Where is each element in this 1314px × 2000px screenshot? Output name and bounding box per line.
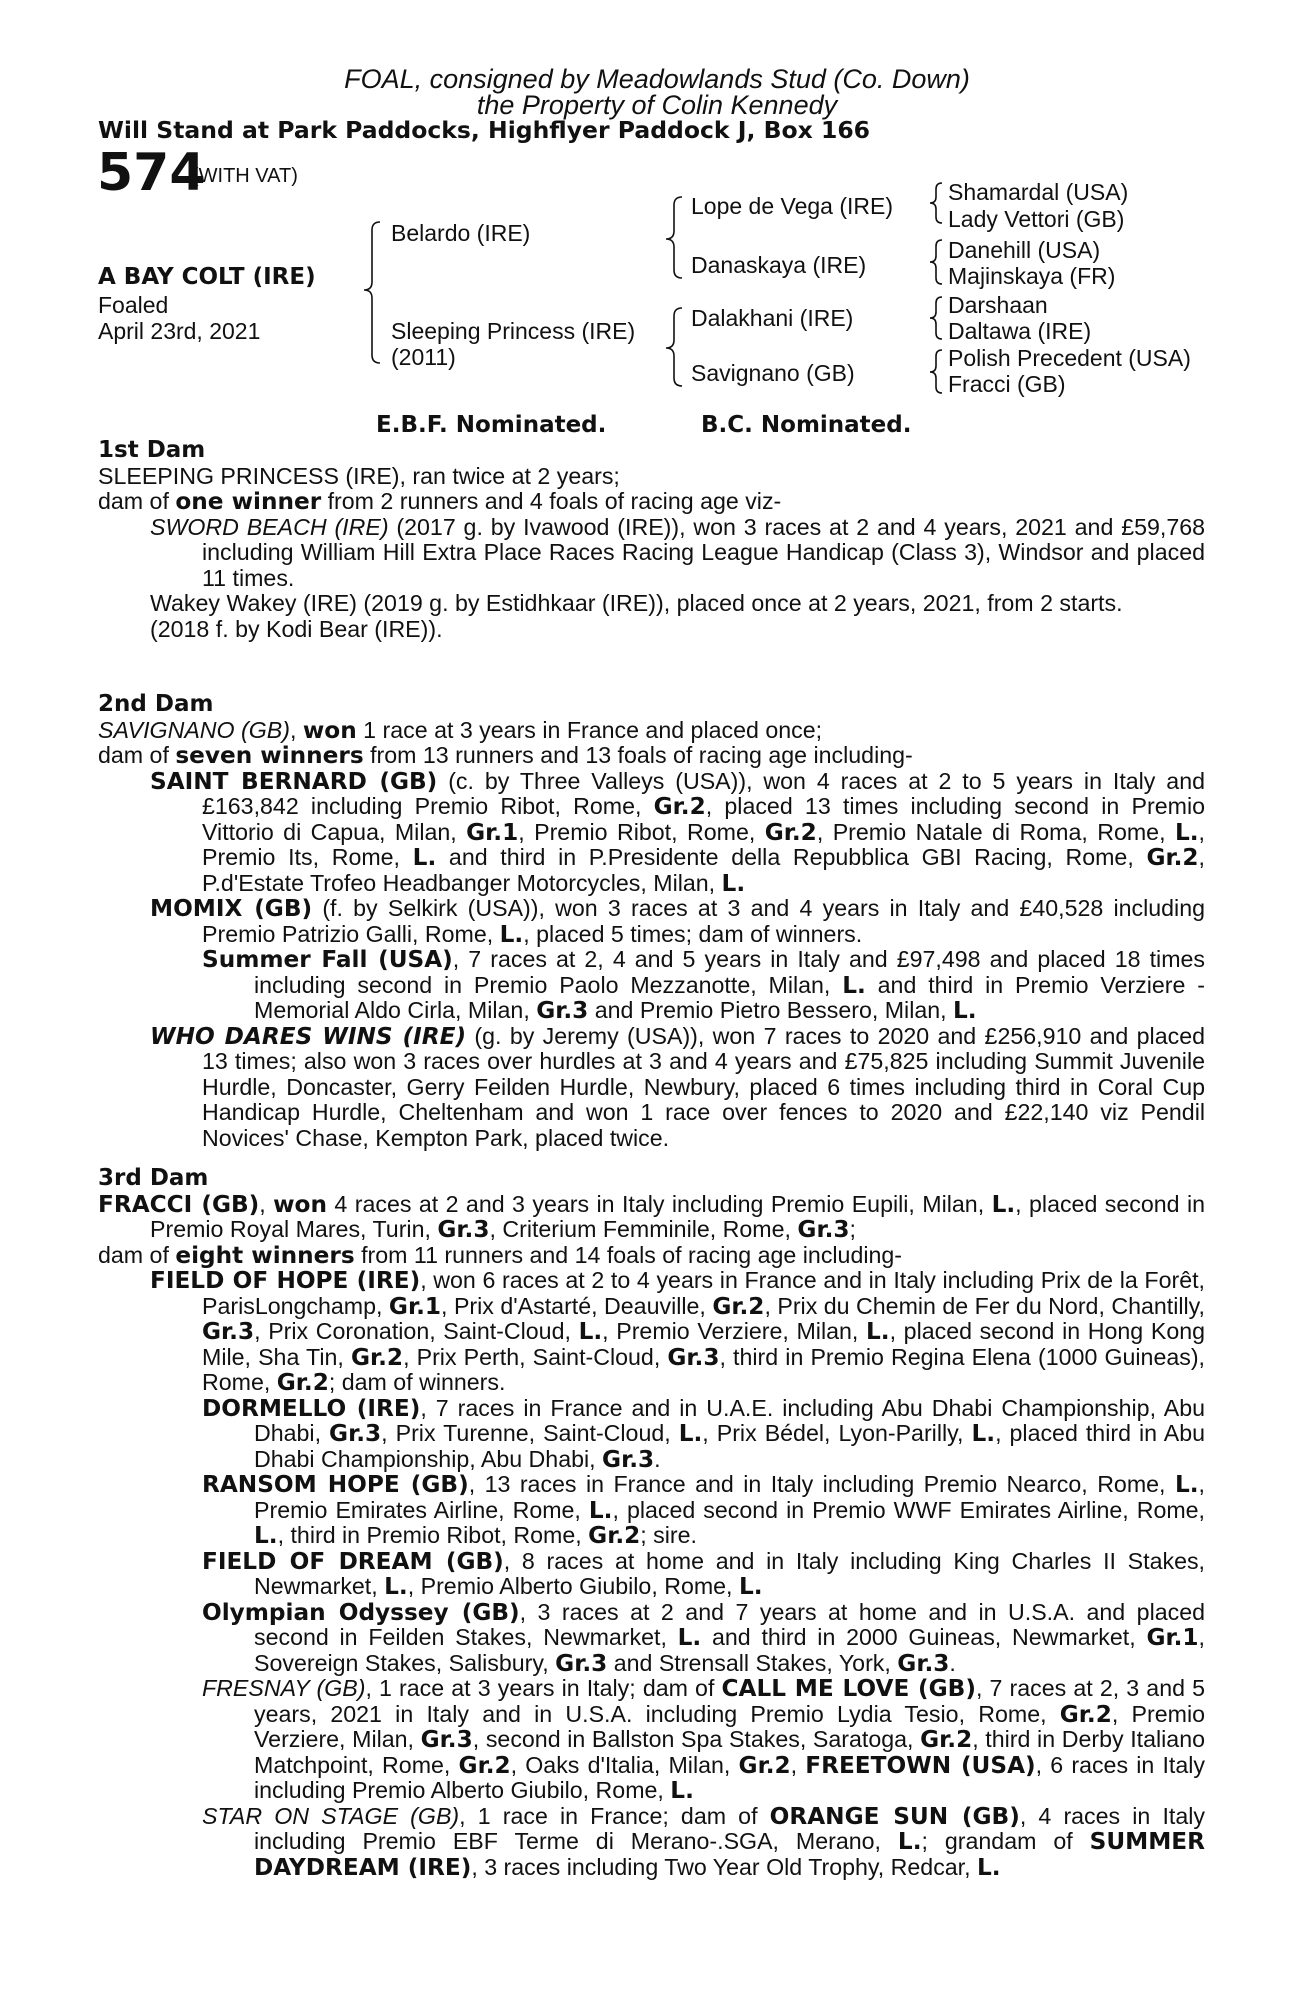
ssd: Lady Vettori (GB) [948,206,1125,232]
dam-sire: Dalakhani (IRE) [691,305,854,331]
produce-entry: SWORD BEACH (IRE) (2017 g. by Ivawood (IRE)), won 3 races at 2 and 4 years, 2021 and £59,768 including William Hill Extra Place Races Racing League Handicap (Class 3), Windsor and placed 11 times. [150,513,1206,591]
consignor-line: FOAL, consigned by Meadowlands Stud (Co. Down) [344,64,970,94]
second-dam-produce: dam of seven winners from 13 runners and 13 foals of racing age including- [98,742,913,769]
produce-entry: WHO DARES WINS (IRE) (g. by Jeremy (USA)), won 7 races to 2020 and £256,910 and placed 13 times; also won 3 races over hurdles at 3 and 4 years and £75,825 including Summit Juvenile Hurdle, Doncaster, Gerry Feilden Hurdle, Newbury, placed 6 times including third in Coral Cup Handicap Hurdle, Cheltenham and won 1 race over fences to 2020 and £22,140 viz Pendil Novices' Chase, Kempton Park, placed twice. [150,1022,1205,1151]
produce-entry: FRESNAY (GB), 1 race at 3 years in Italy; dam of CALL ME LOVE (GB), 7 races at 2, 3 and 5 years, 2021 in Italy and in U.S.A. including Premio Lydia Tesio, Rome, Gr.2, Premio Verziere, Milan, Gr.3, second in Ballston Spa Stakes, Saratoga, Gr.2, third in Derby Italiano Matchpoint, Rome, Gr.2, Oaks d'Italia, Milan, Gr.2, FREETOWN (USA), 6 races in Italy including Premio Alberto Giubilo, Rome, L. [202,1675,1206,1804]
third-dam-heading: 3rd Dam [98,1165,209,1191]
foaled-date: April 23rd, 2021 [98,318,261,344]
ddd: Fracci (GB) [948,371,1066,397]
third-dam-section [98,1166,1205,1880]
foaled-label: Foaled [98,292,169,318]
sds: Danehill (USA) [948,237,1101,263]
ebf-nomination: E.B.F. Nominated. [376,412,607,438]
produce-entry: STAR ON STAGE (GB), 1 race in France; dam of ORANGE SUN (GB), 4 races in Italy including Premio EBF Terme di Merano-.SGA, Merano, L.; grandam of SUMMER DAYDREAM (IRE), 3 races including Two Year Old Trophy, Redcar, L. [202,1802,1205,1881]
dds: Polish Precedent (USA) [948,345,1191,371]
produce-entry: DORMELLO (IRE), 7 races in France and in U.A.E. including Abu Dhabi Championship, Abu Dhabi, Gr.3, Prix Turenne, Saint-Cloud, L., Prix Bédel, Lyon-Parilly, L., placed third in Abu Dhabi Championship, Abu Dhabi, Gr.3. [202,1394,1206,1473]
lot-title: A BAY COLT (IRE) [98,264,316,290]
dsd: Daltawa (IRE) [948,318,1092,344]
produce-entry: RANSOM HOPE (GB), 13 races in France and in Italy including Premio Nearco, Rome, L., Premio Emirates Airline, Rome, L., placed second in Premio WWF Emirates Airline, Rome, L., third in Premio Ribot, Rome, Gr.2; sire. [202,1471,1205,1549]
produce-entry: (2018 f. by Kodi Bear (IRE)). [150,615,443,642]
sire: Belardo (IRE) [391,220,531,246]
second-dam-line: SAVIGNANO (GB), won 1 race at 3 years in France and placed once; [98,716,823,744]
produce-entry: Summer Fall (USA), 7 races at 2, 4 and 5 years in Italy and £97,498 and placed 18 times including second in Premio Paolo Mezzanotte, Milan, L. and third in Premio Verziere - Memorial Aldo Cirla, Milan, Gr.3 and Premio Pietro Bessero, Milan, L. [202,946,1205,1024]
first-dam-section [98,438,1205,642]
sire-dam: Danaskaya (IRE) [691,252,867,278]
produce-entry: Olympian Odyssey (GB), 3 races at 2 and 7 years at home and in U.S.A. and placed second in Feilden Stakes, Newmarket, L. and third in 2000 Guineas, Newmarket, Gr.1, Sovereign Stakes, Salisbury, Gr.3 and Strensall Stakes, York, Gr.3. [202,1598,1206,1677]
produce-entry: MOMIX (GB) (f. by Selkirk (USA)), won 3 races at 3 and 4 years in Italy and £40,528 including Premio Patrizio Galli, Rome, L., placed 5 times; dam of winners. [150,895,1206,948]
dam-dam: Savignano (GB) [691,360,855,386]
first-dam-line: SLEEPING PRINCESS (IRE), ran twice at 2 years; [98,462,620,489]
property-line: the Property of Colin Kennedy [476,90,838,120]
dam: Sleeping Princess (IRE) [391,318,636,344]
sdd: Majinskaya (FR) [948,263,1116,289]
third-dam-line: FRACCI (GB), won 4 races at 2 and 3 years in Italy including Premio Eupili, Milan, L., placed second in Premio Royal Mares, Turin, Gr.3, Criterium Femminile, Rome, Gr.3; [98,1190,1206,1243]
second-dam-heading: 2nd Dam [98,691,214,717]
third-dam-produce: dam of eight winners from 11 runners and 14 foals of racing age including- [98,1241,903,1269]
lot-number: 574 [97,143,206,203]
first-dam-heading: 1st Dam [98,437,206,463]
second-dam-section [98,692,1205,1151]
produce-entry: Wakey Wakey (IRE) (2019 g. by Estidhkaar (IRE)), placed once at 2 years, 2021, from 2 starts. [150,590,1123,616]
produce-entry: FIELD OF HOPE (IRE), won 6 races at 2 to 4 years in France and in Italy including Prix de la Forêt, ParisLongchamp, Gr.1, Prix d'Astarté, Deauville, Gr.2, Prix du Chemin de Fer du Nord, Chantilly, Gr.3, Prix Coronation, Saint-Cloud, L., Premio Verziere, Milan, L., placed second in Hong Kong Mile, Sha Tin, Gr.2, Prix Perth, Saint-Cloud, Gr.3, third in Premio Regina Elena (1000 Guineas), Rome, Gr.2; dam of winners. [150,1267,1206,1396]
stand-line: Will Stand at Park Paddocks, Highflyer Paddock J, Box 166 [98,116,871,144]
bc-nomination: B.C. Nominated. [701,412,912,438]
dss: Darshaan [948,292,1048,318]
dam-year: (2011) [391,344,456,370]
sire-sire: Lope de Vega (IRE) [691,193,894,219]
vat-note: (WITH VAT) [192,165,298,187]
produce-entry: SAINT BERNARD (GB) (c. by Three Valleys (USA)), won 4 races at 2 to 5 years in Italy and £163,842 including Premio Ribot, Rome, Gr.2, placed 13 times including second in Premio Vittorio di Capua, Milan, Gr.1, Premio Ribot, Rome, Gr.2, Premio Natale di Roma, Rome, L., Premio Its, Rome, L. and third in P.Presidente della Repubblica GBI Racing, Rome, Gr.2, P.d'Estate Trofeo Headbanger Motorcycles, Milan, L. [150,767,1205,897]
sss: Shamardal (USA) [948,179,1129,205]
first-dam-produce: dam of one winner from 2 runners and 4 foals of racing age viz- [98,488,782,515]
produce-entry: FIELD OF DREAM (GB), 8 races at home and in Italy including King Charles II Stakes, Newmarket, L., Premio Alberto Giubilo, Rome, L. [202,1547,1206,1600]
